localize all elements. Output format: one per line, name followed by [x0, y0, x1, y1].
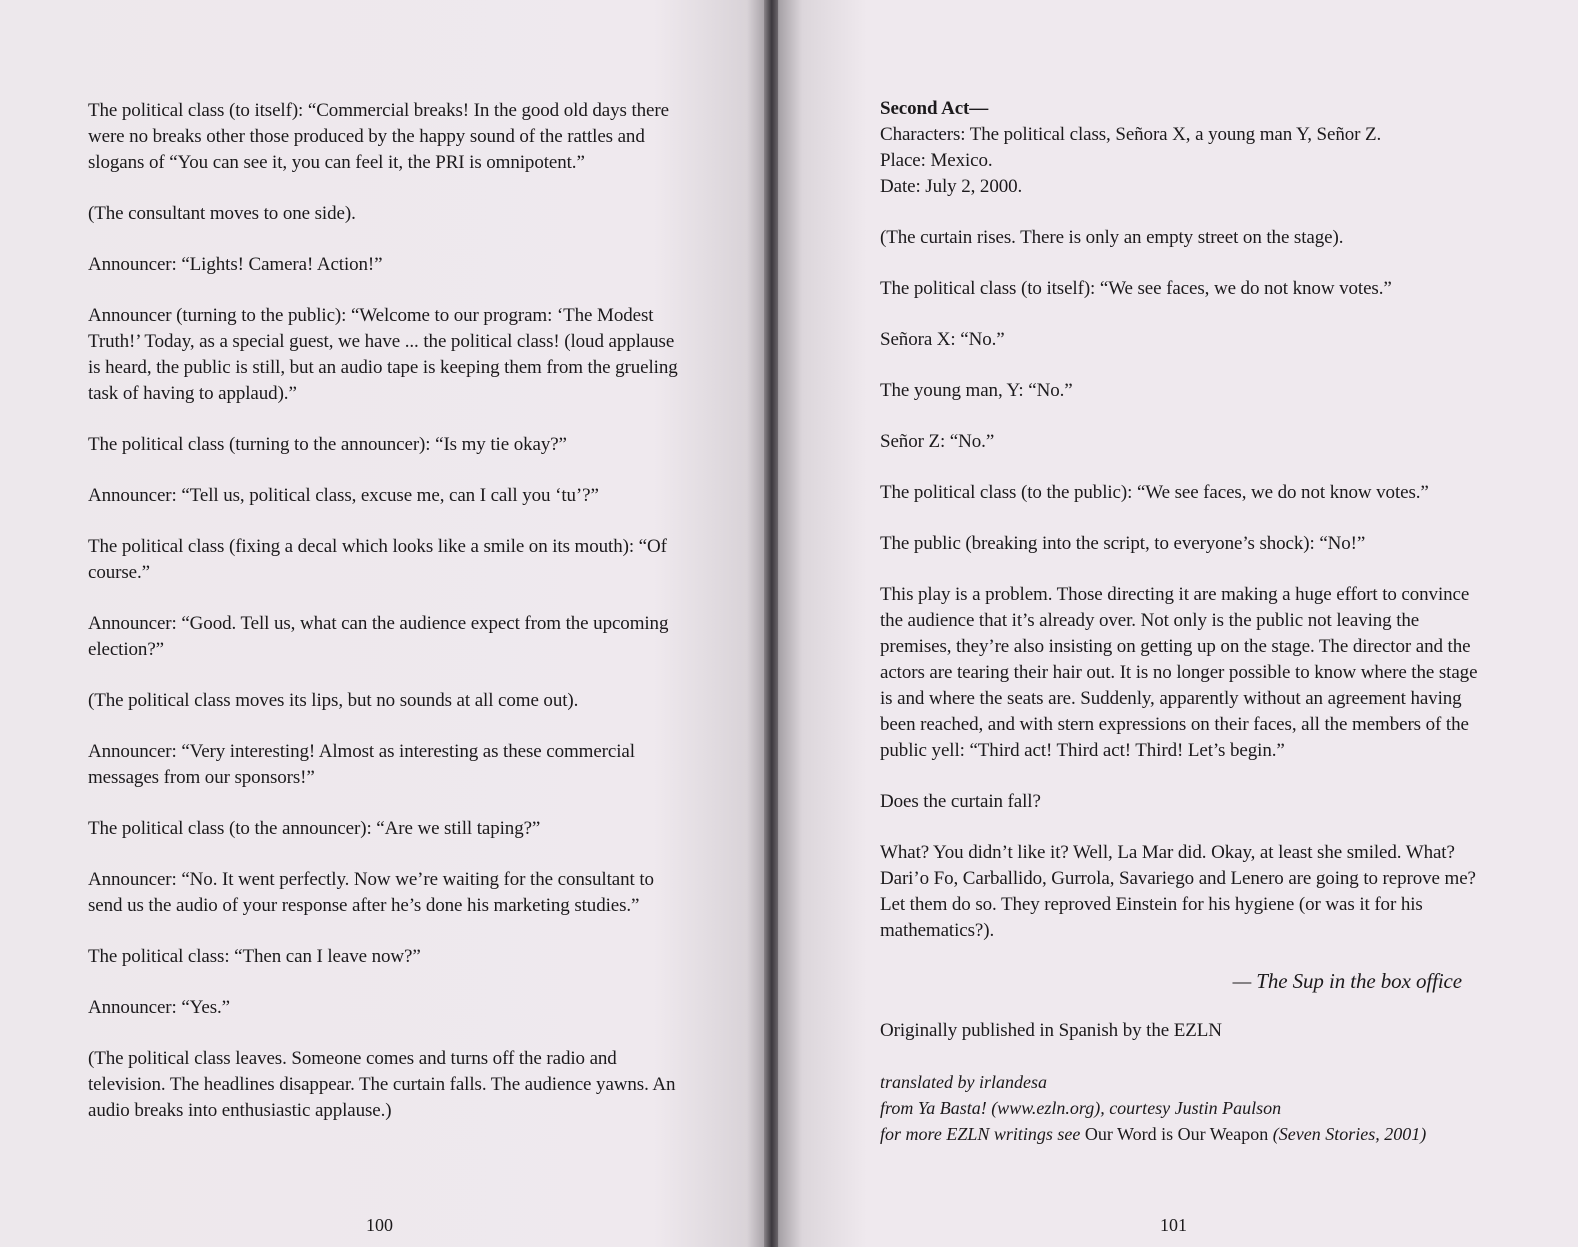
paragraph: Announcer: “Yes.”: [88, 997, 231, 1018]
paragraph: The political class (to the announcer): “Are we still taping?”: [88, 818, 541, 839]
paragraph: The political class (turning to the announcer): “Is my tie okay?”: [88, 434, 567, 455]
further-reading-prefix: for more EZLN writings see: [880, 1124, 1081, 1144]
paragraph: (The political class moves its lips, but no sounds at all come out).: [88, 690, 579, 711]
paragraph: The young man, Y: “No.”: [880, 380, 1073, 401]
signature: — The Sup in the box office: [1232, 969, 1462, 993]
original-publication: Originally published in Spanish by the EZLN: [880, 1020, 1222, 1041]
paragraph: The political class (to the public): “We see faces, we do not know votes.”: [880, 482, 1429, 503]
paragraph: (The political class leaves. Someone comes and turns off the radio and television. The headlines disappear. The curtain falls. The audience yawns. An audio breaks into enthusiastic applause.): [88, 1048, 676, 1121]
paragraph: (The consultant moves to one side).: [88, 203, 356, 224]
translator-credit: translated by irlandesa: [880, 1072, 1047, 1092]
paragraph: Announcer: “Very interesting! Almost as interesting as these commercial messages from our sponsors!”: [88, 741, 635, 788]
paragraph: Does the curtain fall?: [880, 791, 1041, 812]
paragraph: Announcer: “No. It went perfectly. Now we’re waiting for the consultant to send us the audio of your response after he’s done his marketing studies.”: [88, 869, 654, 916]
place-line: Place: Mexico.: [880, 150, 993, 171]
paragraph: Señora X: “No.”: [880, 329, 1005, 350]
paragraph: Announcer: “Good. Tell us, what can the audience expect from the upcoming election?”: [88, 613, 669, 660]
book-publisher: (Seven Stories, 2001): [1272, 1124, 1427, 1144]
paragraph: The political class (fixing a decal which looks like a smile on its mouth): “Of course.”: [88, 536, 667, 583]
paragraph: The public (breaking into the script, to everyone’s shock): “No!”: [880, 533, 1366, 554]
right-page-text: [880, 96, 1492, 1147]
paragraph: (The curtain rises. There is only an empty street on the stage).: [880, 227, 1344, 248]
paragraph: The political class (to itself): “We see faces, we do not know votes.”: [880, 278, 1392, 299]
paragraph: This play is a problem. Those directing it are making a huge effort to convince the audience that it’s already over. Not only is the public not leaving the premises, they’re also insisting on getting up on the stage. The director and the actors are tearing their hair out. It is no longer possible to know where the stage is and where the seats are. Suddenly, apparently without an agreement having been reached, and with stern expressions on their faces, all the members of the public yell: “Third act! Third act! Third! Let’s begin.”: [880, 584, 1478, 761]
paragraph: Announcer: “Lights! Camera! Action!”: [88, 254, 383, 275]
paragraph: The political class: “Then can I leave now?”: [88, 946, 421, 967]
right-page: [770, 0, 1578, 1247]
paragraph: The political class (to itself): “Commercial breaks! In the good old days there were no breaks other those produced by the happy sound of the rattles and slogans of “You can see it, you can feel it, the PRI is omnipotent.”: [88, 100, 669, 173]
paragraph: Announcer: “Tell us, political class, excuse me, can I call you ‘tu’?”: [88, 485, 599, 506]
page-number: 100: [366, 1215, 393, 1235]
act-heading: Second Act—: [880, 98, 989, 119]
date-line: Date: July 2, 2000.: [880, 176, 1023, 197]
left-page: [0, 0, 770, 1247]
source-credit: from Ya Basta! (www.ezln.org), courtesy Justin Paulson: [880, 1098, 1282, 1118]
paragraph: Announcer (turning to the public): “Welcome to our program: ‘The Modest Truth!’ Today, as a special guest, we have ... the political class! (loud applause is heard, the public is still, but an audio tape is keeping them from the grueling task of having to applaud).”: [88, 305, 678, 404]
paragraph: What? You didn’t like it? Well, La Mar did. Okay, at least she smiled. What? Dari’o Fo, Carballido, Gurrola, Savariego and Lenero are going to reprove me? Let them do so. They reproved Einstein for his hygiene (or was it for his mathematics?).: [880, 842, 1476, 941]
paragraph: Señor Z: “No.”: [880, 431, 995, 452]
page-number: 101: [1160, 1215, 1187, 1235]
book-title: Our Word is Our Weapon: [1084, 1124, 1269, 1144]
further-reading: [880, 1121, 1492, 1147]
left-page-text: [88, 98, 688, 1124]
characters-line: Characters: The political class, Señora X, a young man Y, Señor Z.: [880, 124, 1382, 145]
book-gutter: [764, 0, 778, 1247]
